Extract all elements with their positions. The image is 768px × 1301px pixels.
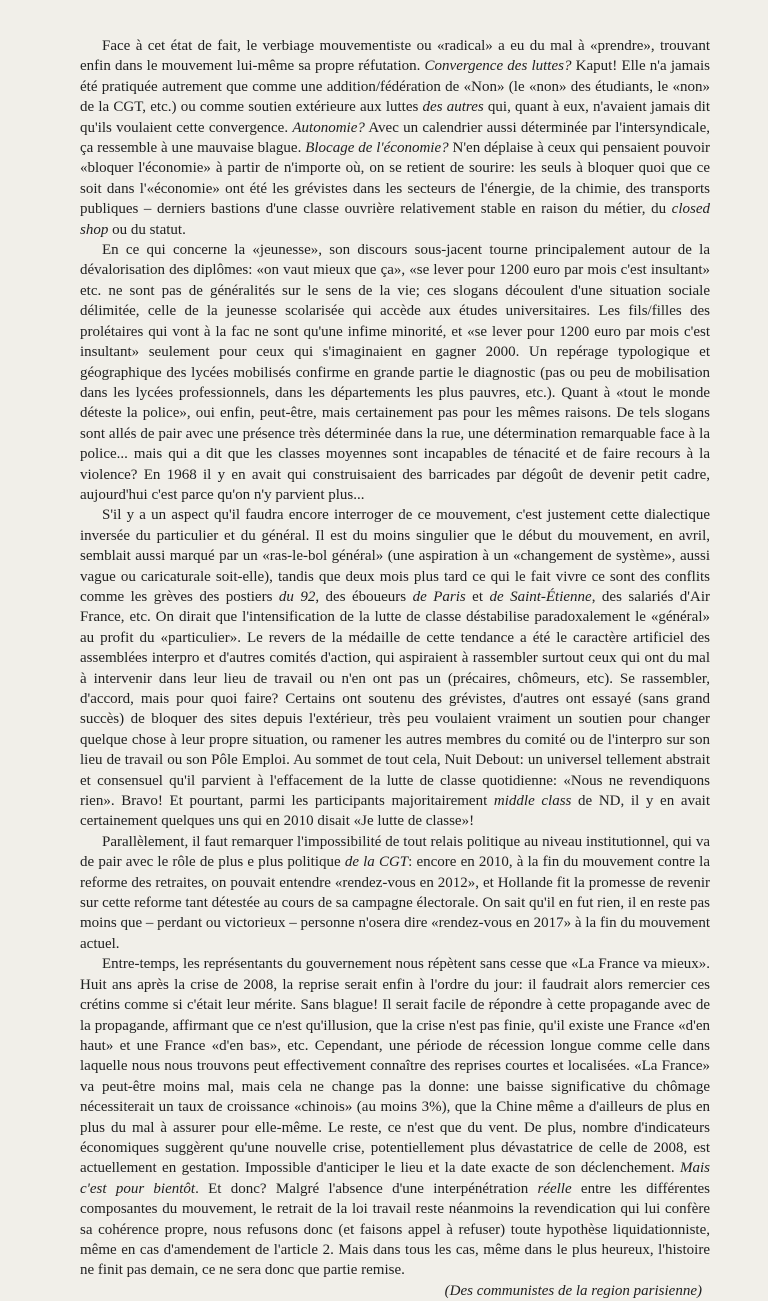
italic-text: Mais c'est pour bientôt — [80, 1160, 710, 1197]
text-segment: Parallèlement, il faut remarquer l'impossibilité de tout relais politique au niveau institutionnel, qui va de pair avec le rôle de plus e plus politique — [80, 833, 710, 871]
italic-text: des autres — [422, 99, 484, 116]
paragraph-1 — [80, 36, 710, 240]
italic-text: de Paris — [412, 588, 466, 605]
paragraph-4 — [80, 832, 710, 954]
italic-text: de la CGT — [344, 854, 409, 871]
document-page — [80, 36, 711, 1299]
text-segment: Face à cet état de fait, le verbiage mouvementiste ou «radical» a eu du mal à «prendre», trouvant enfin dans le mouvement lui-même sa propre réfutation. — [80, 38, 710, 75]
text-segment: ou du statut. — [108, 221, 186, 238]
text-segment: et — [465, 588, 490, 605]
paragraph-5 — [80, 954, 710, 1281]
text-segment: qui, quant à eux, n'avaient jamais dit qu'ils voulaient cette convergence. — [80, 99, 710, 136]
italic-text: du 92 — [278, 588, 316, 605]
signature: (Des communistes de la region parisienne) — [444, 1282, 702, 1299]
text-segment: N'en déplaise à ceux qui pensaient pouvoir «bloquer l'économie» à partir de n'importe où, on se retient de sourire: les seuls à bloquer quoi que ce soit dans l'«économie» ont été les grévistes dans les secteurs de l'énergie, de la chimie, des transports publiques – derniers bastions d'une classe ouvrière relativement stable en raison du métier, du — [80, 140, 711, 218]
text-segment: : encore en 2010, à la fin du mouvement contre la reforme des retraites, on pouvait entendre «rendez-vous en 2012», et Hollande fit la promesse de revenir sur cette reforme tant détestée au cours de sa campagne électorale. On sait qu'il en fut rien, il en reste pas moins que – perdant ou victorieux – personne n'osera dire «rendez-vous en 2017» à la fin du mouvement actuel. — [80, 854, 711, 952]
paragraph-3 — [80, 505, 710, 832]
paragraph-2 — [80, 240, 710, 505]
text-segment: . Et donc? Malgré l'absence d'une interpénétration — [195, 1180, 538, 1197]
text-segment: entre les différentes composantes du mouvement, le retrait de la loi travail reste néanmoins la revendication qui lui confère sa cohérence propre, nous refusons donc (et faisons appel à refuser) toute hypothèse liquidationniste, même en cas d'amendement de l'article 2. Mais dans tous les cas, même dans le plus heureux, l'histoire ne finit pas demain, ce ne sera donc que partie remise. — [80, 1180, 710, 1279]
article-body — [80, 36, 710, 1281]
text-segment: Entre-temps, les représentants du gouvernement nous répètent sans cesse que «La France va mieux». Huit ans après la crise de 2008, la reprise serait enfin à l'ordre du jour: il faudrait alors remercier ces crétins comme si c'était leur mérite. Sans blague! Il serait facile de répondre à cette propagande avec de la propagande, affirmant que ce n'est qu'illusion, que la crise n'est pas finie, qu'il existe une France «d'en haut» et une France «d'en bas», etc. Cependant, une période de récession longue comme celle dans laquelle nous nous trouvons peut effectivement connaître des reprises courtes et localisées. «La France» va peut-être moins mal, mais cela ne change pas la donne: une baisse significative du chômage nécessiterait un taux de croissance «chinois» (au moins 3%), que la Chine même a d'ailleurs de plus en plus du mal à assurer pour elle-même. Le reste, ce n'est que du vent. De plus, nombre d'indicateurs économiques suggèrent qu'une nouvelle crise, potentiellement plus dévastatrice de celle de 2008, est actuellement en gestation. Impossible d'anticiper le lieu et la date exacte de son déclenchement. — [80, 956, 710, 1177]
text-segment: , des éboueurs — [315, 588, 413, 605]
text-segment: de ND, il y en avait certainement quelques uns qui en 2010 disait «Je lutte de classe»! — [80, 793, 711, 830]
text-segment: , des salariés d'Air France, etc. On dirait que l'intensification de la lutte de classe déstabilise paradoxalement le «général» au profit du «particulier». Le revers de la médaille de cette tendance a été le caractère artificiel des assemblées interpro et d'autres comités d'action, qui aspiraient à rassembler surtout ceux qui ont du mal à intervenir dans leur lieu de travail ou n'en ont pas un (précaires, chômeurs, etc). Se rassembler, d'accord, mais pour quoi faire? Certains ont soutenu des grévistes, d'autres ont essayé (sans grand succès) de bloquer des sites depuis l'extérieur, très peu voulaient vraiment un soutien pour changer quelque chose à leur propre situation, ou ramener les autres membres du comité ou de l'interpro sur son lieu de travail ou son Pôle Emploi. Au sommet de tout cela, Nuit Debout: un universel tellement abstrait et consensuel qu'il parvient à l'effacement de la lutte de classe quotidienne: «Nous ne revendiquons rien». Bravo! Et pourtant, parmi les participants majoritairement — [80, 588, 710, 810]
text-segment: Avec un calendrier aussi déterminée par l'intersyndicale, ça ressemble à une mauvaise blague. — [80, 119, 711, 157]
italic-text: closed shop — [80, 201, 710, 238]
italic-text: middle class — [493, 793, 572, 810]
italic-text: Convergence des luttes? — [424, 58, 572, 75]
italic-text: de Saint-Étienne — [489, 588, 592, 605]
italic-text: Blocage de l'économie? — [305, 140, 449, 157]
text-segment: Kaput! Elle n'a jamais été pratiquée autrement que comme une addition/fédération de «Non» (le «non» des étudiants, le «non» de la CGT, etc.) ou comme soutien extérieure aux luttes — [80, 58, 710, 116]
italic-text: Autonomie? — [292, 119, 365, 136]
italic-text: réelle — [537, 1180, 572, 1197]
text-segment: S'il y a un aspect qu'il faudra encore interroger de ce mouvement, c'est justement cette dialectique inversée du particulier et du général. Il est du moins singulier que le début du mouvement, en avril, semblait aussi marqué par un «ras-le-bol général» (une aspiration à un «changement de système», aussi vague ou caricaturale soit-elle), tandis que deux mois plus tard ce qui le fait vivre ce sont des conflits comme les grèves des postiers — [80, 507, 710, 605]
text-segment: En ce qui concerne la «jeunesse», son discours sous-jacent tourne principalement autour de la dévalorisation des diplômes: «on vaut mieux que ça», «se lever pour 1200 euro par mois c'est insultant» etc. ne sont pas de généralités sur le sens de la vie; ces slogans découlent d'une situation sociale délimitée, celle de la jeunesse scolarisée qui accède aux études universitaires. Les fils/filles des prolétaires qui vont à la fac ne sont qu'une infime minorité, et «se lever pour 1200 euro par mois c'est insultant» seulement pour ceux qui s'imaginaient en gagner 2000. Un repérage typologique et géographique des lycées mobilisés confirme en grande partie le diagnostic (pas ou peu de mobilisation dans les lycées professionnels, dans les départements les plus pauvres, etc.). Quant à «tout le monde déteste la police», oui enfin, peut-être, mais certainement pas pour les mêmes raisons. De tels slogans sont allés de pair avec une présence très déterminée dans la rue, une détermination remarquable face à la police... mais qui a dit que les classes moyennes sont incapables de ténacité et de faire recours à la violence? En 1968 il y en avait qui construisaient des barricades par dégoût de devenir petit cadre, aujourd'hui c'est parce qu'on n'y parvient plus... — [80, 242, 710, 503]
